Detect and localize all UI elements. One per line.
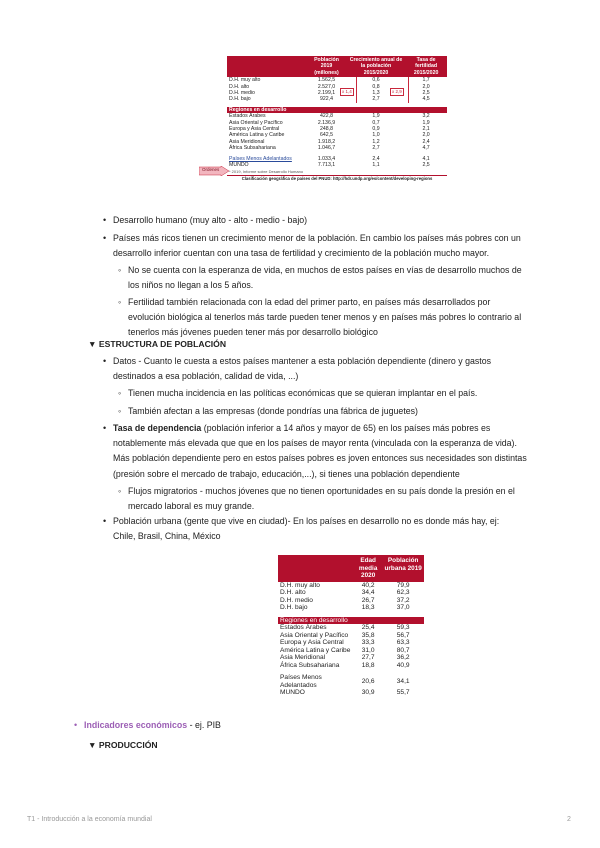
sub-bullet-migratorios: Flujos migratorios - muchos jóvenes que no tienen oportunidades en su país donde la presión en el mercado laboral es muy grande. — [128, 486, 515, 512]
table-row: D.H. medio 26,7 37,2 — [280, 596, 410, 604]
bullet-icon: ◦ — [118, 388, 122, 398]
table-row: África Subsahariana 18,8 40,9 — [280, 661, 410, 669]
sub-bullet-esperanza-vida: No se cuenta con la esperanza de vida, en muchos de estos países en vías de desarrollo muchos de los niños no llegan a los 5 años. — [128, 265, 522, 291]
table-row: D.H. alto 2.527,0 0,8 2,0 — [229, 83, 430, 90]
table-row: África Subsahariana 1.046,7 2,7 4,7 — [229, 145, 430, 152]
arrow-label: Ordenes — [202, 167, 220, 172]
urban-age-table — [278, 555, 424, 697]
table-row: Asia Meridional 1.918,2 1,2 2,4 — [229, 138, 430, 145]
table1-source: Clasificación geográfica de países del PNUD: http://hdr.undp.org/es/content/developing-regions — [227, 175, 447, 182]
bullet-poblacion-urbana: Población urbana (gente que vive en ciudad)- En los países en desarrollo no es donde más hay, ej: Chile, Brasil, China, México — [113, 516, 500, 542]
toggle-heading-estructura[interactable]: ▼ ESTRUCTURA DE POBLACIÓN — [88, 339, 227, 349]
bullet-icon: • — [103, 423, 107, 433]
indicadores-link[interactable]: Indicadores económicos — [84, 720, 188, 730]
bullet-icon: • — [103, 516, 107, 526]
table-row: Europa y Asia Central 248,8 0,9 2,1 — [229, 126, 430, 133]
page-number: 2 — [567, 816, 571, 823]
footer-title: T1 - Introducción a la economía mundial — [27, 816, 152, 823]
sub-bullet-politicas: Tienen mucha incidencia en las políticas económicas que se quieran implantar en el país. — [128, 388, 478, 398]
sub-bullet-empresas: También afectan a las empresas (donde pondrías una fábrica de juguetes) — [128, 406, 418, 416]
table-row: MUNDO 30,9 55,7 — [280, 689, 410, 696]
table1-header-blank — [227, 56, 306, 77]
table2-header-urban: Población urbana 2019 — [382, 555, 424, 582]
table-row: D.H. bajo 922,4 2,7 4,5 — [229, 96, 430, 103]
table-row: D.H. medio 2.199,1 1,3 2,5 — [229, 90, 430, 97]
indicadores-rest: - ej. PIB — [187, 720, 221, 730]
table-row: Europa y Asia Central 33,3 63,3 — [280, 639, 410, 646]
bullet-icon: • — [103, 215, 107, 225]
bullet-icon: ◦ — [118, 486, 122, 496]
population-table — [227, 56, 447, 182]
bullet-tasa-dependencia — [113, 421, 531, 482]
table-row: D.H. bajo 18,3 37,0 — [280, 604, 410, 611]
growth-ratio-tag: x 1,4 — [342, 89, 352, 94]
table-row: Países Menos Adelantados 1.033,4 2,4 4,1 — [229, 155, 430, 162]
table-row: Asia Meridional 27,7 36,2 — [280, 654, 410, 661]
table-row: Estados Árabes 25,4 59,3 — [280, 624, 410, 631]
bullet-icon: ◦ — [118, 406, 122, 416]
bullet-indicadores — [84, 718, 484, 733]
table-row: D.H. alto 34,4 62,3 — [280, 589, 410, 596]
table-row: MUNDO 7.713,1 1,1 2,5 — [229, 162, 430, 169]
table-row: D.H. muy alto 40,2 79,9 — [280, 581, 410, 589]
bullet-datos: Datos - Cuanto le cuesta a estos países mantener a esta población dependiente (dinero y gastos destinados a esa población, calidad de vida, ...) — [113, 356, 492, 382]
toggle-heading-produccion[interactable]: ▼ PRODUCCIÓN — [88, 740, 158, 750]
table1-header-fertility: Tasa de fertilidad 2015/2020 — [405, 56, 447, 77]
table-row: Asia Oriental y Pacífico 2.136,9 0,7 1,9 — [229, 119, 430, 126]
growth-bracket — [356, 77, 357, 103]
table2-header-age: Edad media 2020 — [354, 555, 382, 582]
bullet-icon: • — [74, 720, 78, 730]
bullet-icon: ◦ — [118, 265, 122, 275]
table-row: América Latina y Caribe 642,5 1,0 2,0 — [229, 132, 430, 139]
bullet-icon: • — [103, 233, 107, 243]
bullet-desarrollo-humano: Desarrollo humano (muy alto - alto - medio - bajo) — [113, 215, 308, 225]
table2-header-blank — [278, 555, 354, 582]
table-section-row: Regiones en desarrollo — [227, 107, 447, 113]
bullet-icon: • — [103, 356, 107, 366]
table-row: Asia Oriental y Pacífico 35,8 56,7 — [280, 631, 410, 639]
table1-note: * 2019, Informe sobre Desarrollo Humano — [229, 168, 304, 174]
fertility-ratio-tag: x 2,9 — [392, 89, 402, 94]
fertility-bracket — [408, 77, 409, 103]
bullet-paises-ricos: Países más ricos tienen un crecimiento menor de la población. En cambio los países más pobres con un desarrollo inferior cuentan con una tasa de fertilidad y crecimiento de la población mucho mayor. — [113, 233, 521, 259]
bullet-icon: ◦ — [118, 297, 122, 307]
table-section-row: Regiones en desarrollo — [278, 617, 424, 625]
table1-header-population: Población 2019 (millones) — [306, 56, 347, 77]
sub-bullet-fertilidad: Fertilidad también relacionada con la edad del primer parto, en países más desarrollados por evolución biológica al tenerlos más tarde pueden tener menos y en países más pobres lo contrario al tenerlos más jóvenes pueden tener más por desarrollo biológico — [128, 297, 522, 338]
table-row: Estados Árabes 422,8 1,9 3,2 — [229, 113, 430, 120]
table1-header-growth: Crecimiento anual de la población 2015/2020 — [347, 56, 405, 77]
table-row: Países Menos Adelantados 20,6 34,1 — [280, 674, 410, 689]
table-row: América Latina y Caribe 31,0 80,7 — [280, 646, 410, 654]
tasa-label: Tasa de dependencia — [113, 423, 202, 433]
table-row: D.H. muy alto 1.562,5 0,6 1,7 — [229, 77, 430, 84]
tasa-text: (población inferior a 14 años y mayor de 65) en los países más pobres es notablemente más elevada que que en los países de mayor renta (vinculada con la esperanza de vida). Más población dependiente pero en estos países pobres es joven entonces sus necesidades son distintas (presión sobre el mercado de trabajo, educación,...), si tienes una población dependiente — [113, 423, 527, 479]
